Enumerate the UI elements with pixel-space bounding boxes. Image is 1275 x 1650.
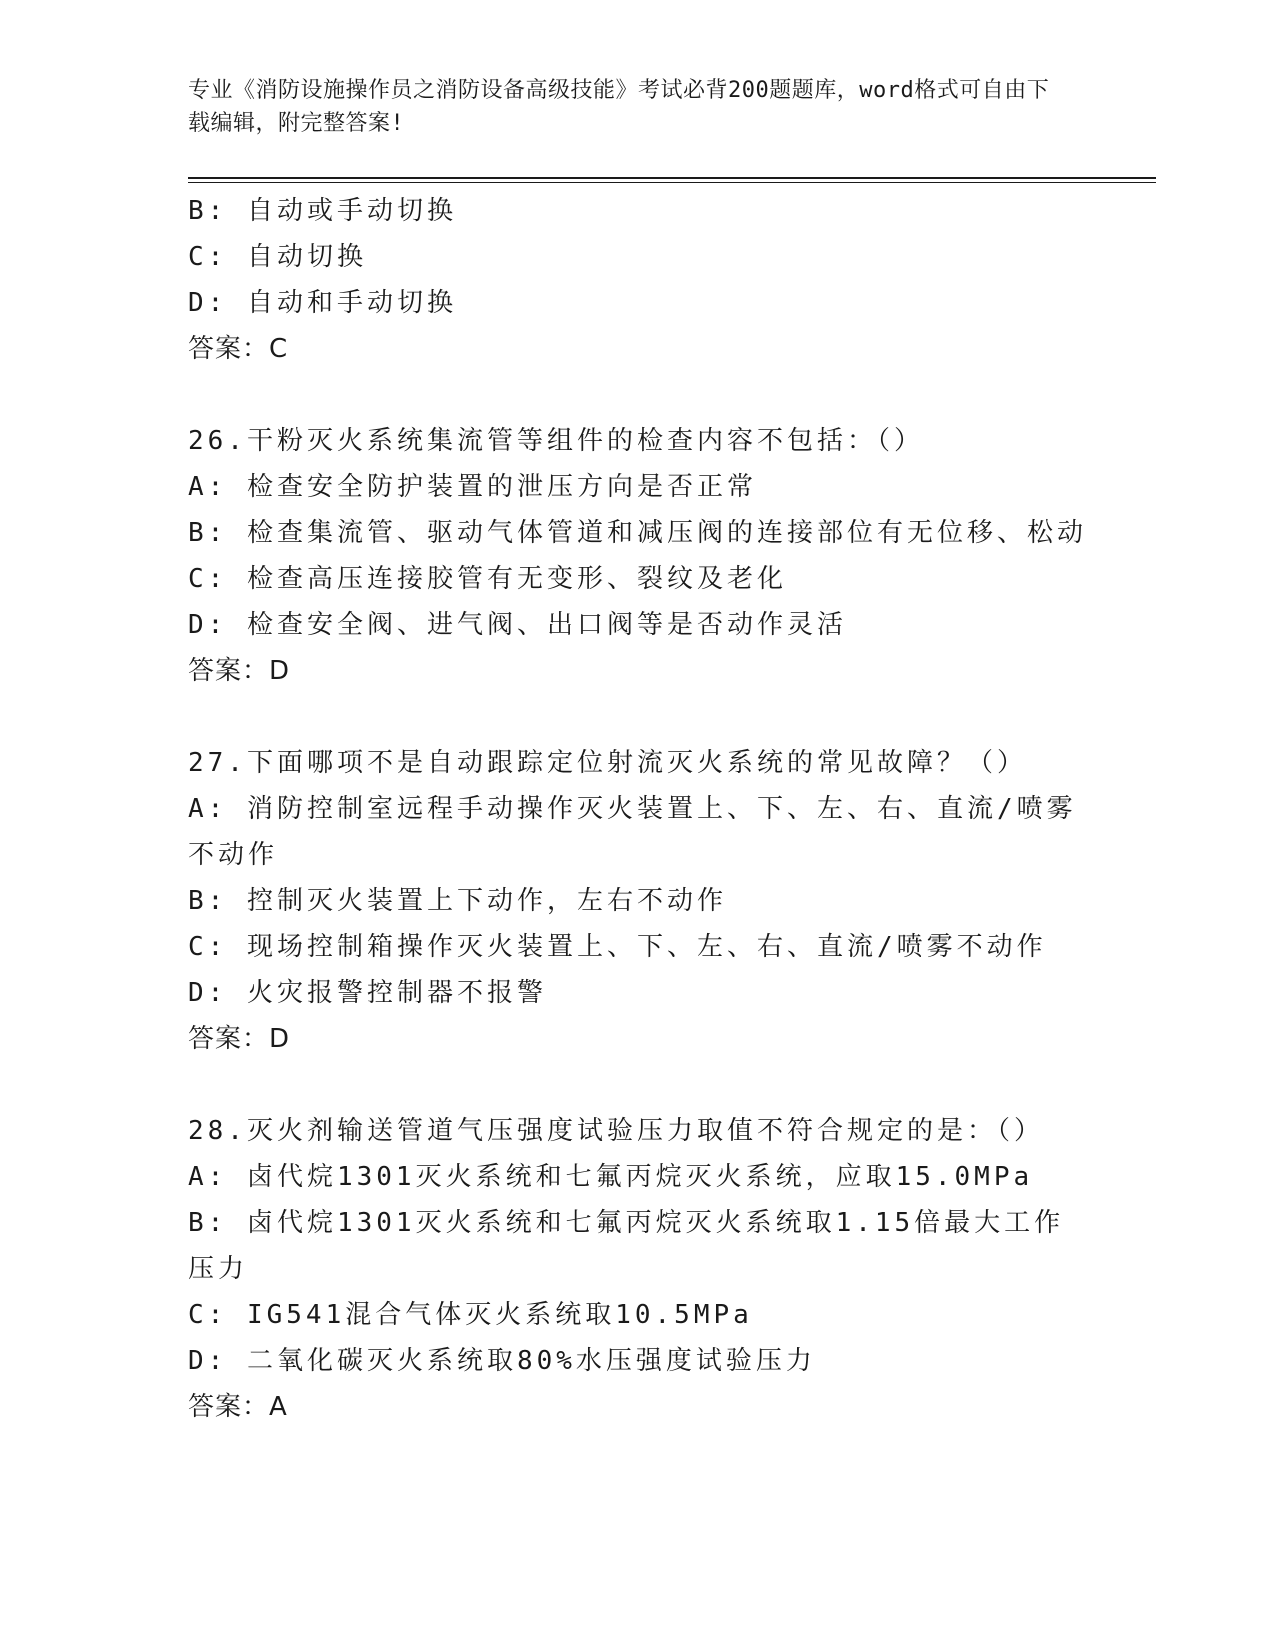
option-a: A: 卤代烷1301灭火系统和七氟丙烷灭火系统，应取15.0MPa: [188, 1162, 1034, 1192]
answer-line: 答案：D: [188, 1024, 291, 1054]
option-b: B: 控制灭火装置上下动作，左右不动作: [188, 886, 727, 916]
question-block-25-partial: [188, 188, 1088, 372]
option-d: D: 火灾报警控制器不报警: [188, 978, 547, 1008]
answer-line: 答案：D: [188, 656, 291, 686]
option-a: A: 检查安全防护装置的泄压方向是否正常: [188, 472, 757, 502]
header-divider-thick: [188, 177, 1156, 179]
option-c: C: IG541混合气体灭火系统取10.5MPa: [188, 1300, 753, 1330]
option-b: B: 检查集流管、驱动气体管道和减压阀的连接部位有无位移、松动: [188, 518, 1087, 548]
question-list: [188, 188, 1088, 1430]
option-d: D: 二氧化碳灭火系统取80%水压强度试验压力: [188, 1346, 816, 1376]
option-b: B: 自动或手动切换: [188, 196, 457, 226]
option-b: B: 卤代烷1301灭火系统和七氟丙烷灭火系统取1.15倍最大工作压力: [188, 1208, 1065, 1284]
question-block-26: [188, 418, 1088, 694]
question-block-27: [188, 740, 1088, 1062]
answer-line: 答案：A: [188, 1392, 288, 1422]
spacer: [188, 694, 1088, 740]
header-divider-thin: [188, 182, 1156, 183]
spacer: [188, 372, 1088, 418]
document-header: [188, 74, 1068, 140]
question-text: 28.灭火剂输送管道气压强度试验压力取值不符合规定的是：（）: [188, 1116, 1044, 1146]
option-c: C: 现场控制箱操作灭火装置上、下、左、右、直流/喷雾不动作: [188, 932, 1047, 962]
spacer: [188, 1062, 1088, 1108]
option-d: D: 自动和手动切换: [188, 288, 457, 318]
option-d: D: 检查安全阀、进气阀、出口阀等是否动作灵活: [188, 610, 847, 640]
question-text: 26.干粉灭火系统集流管等组件的检查内容不包括：（）: [188, 426, 924, 456]
header-title: 专业《消防设施操作员之消防设备高级技能》考试必背200题题库，word格式可自由下载编辑，附完整答案!: [188, 78, 1050, 136]
answer-line: 答案：C: [188, 334, 289, 364]
question-block-28: [188, 1108, 1088, 1430]
option-c: C: 检查高压连接胶管有无变形、裂纹及老化: [188, 564, 787, 594]
question-text: 27.下面哪项不是自动跟踪定位射流灭火系统的常见故障？（）: [188, 748, 1027, 778]
option-c: C: 自动切换: [188, 242, 367, 272]
option-a: A: 消防控制室远程手动操作灭火装置上、下、左、右、直流/喷雾不动作: [188, 794, 1077, 870]
